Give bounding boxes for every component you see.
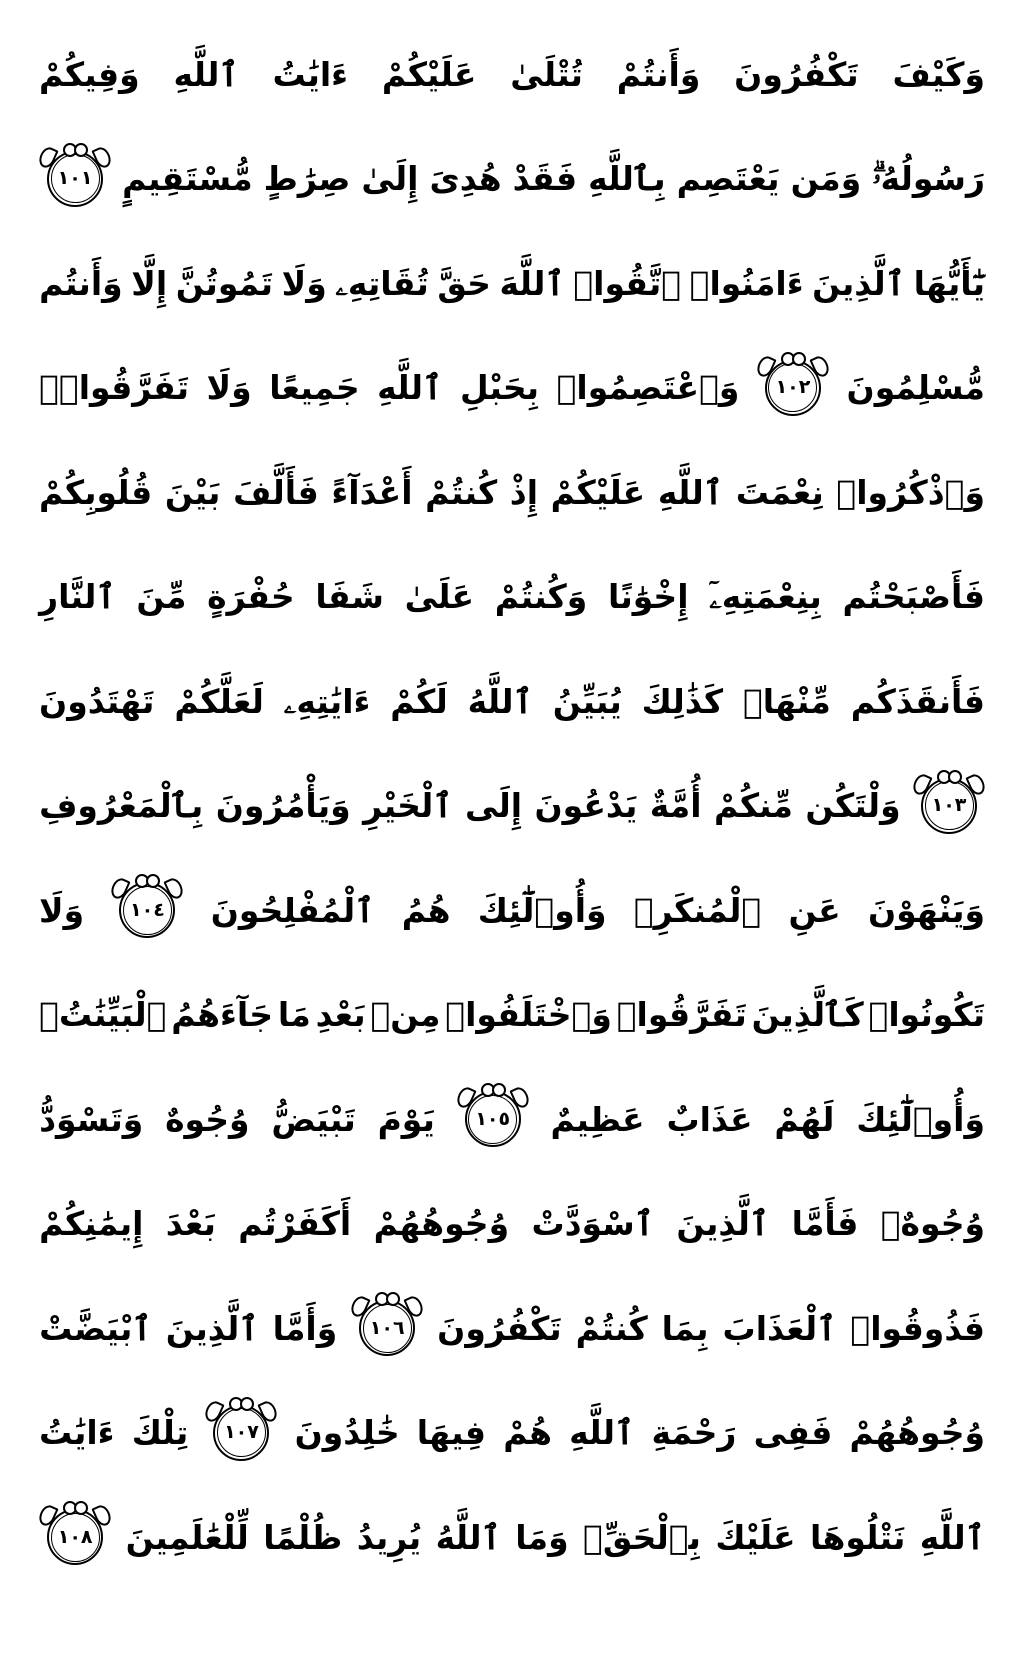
marker-right-wing-ornament	[509, 1085, 531, 1110]
ayah-number: ١٠٨	[57, 1525, 93, 1548]
quran-word: وَلَا	[281, 263, 327, 303]
quran-word: لِّلْعَٰلَمِينَ	[125, 1517, 249, 1557]
quran-word: بِٱلْمَعْرُوفِ	[39, 786, 204, 826]
quran-word: إِلَىٰ	[361, 159, 419, 199]
marker-right-wing-ornament	[809, 354, 831, 379]
quran-word: ٱلْعَذَابَ	[722, 1308, 837, 1348]
quran-line-7	[39, 649, 985, 754]
quran-word: ٱبْيَضَّتْ	[39, 1308, 152, 1348]
quran-word: يُبَيِّنُ	[552, 681, 622, 721]
marker-right-wing-ornament	[164, 876, 186, 901]
ayah-end-marker-icon	[213, 1405, 269, 1461]
quran-word: إِلَى	[465, 786, 523, 826]
quran-word: وَٱعْتَصِمُوا۟	[556, 368, 740, 408]
quran-word: كُنتُمْ	[425, 472, 498, 512]
quran-word: مُّسْتَقِيمٍ	[122, 159, 253, 199]
mushaf-page	[39, 0, 985, 1590]
quran-word: تَمُوتُنَّ	[175, 263, 274, 303]
quran-line-2	[39, 127, 985, 232]
quran-word: إِيمَٰنِكُمْ	[39, 1204, 144, 1244]
quran-line-6	[39, 545, 985, 650]
quran-word: ءَايَٰتُ	[272, 54, 349, 94]
quran-line-5	[39, 440, 985, 545]
ayah-end-marker-icon	[921, 778, 977, 834]
quran-word: شَفَا	[315, 577, 384, 617]
quran-word: ءَايَٰتِهِۦ	[283, 681, 371, 721]
quran-word: تِلْكَ	[131, 1413, 189, 1453]
marker-right-wing-ornament	[91, 145, 113, 170]
quran-word: وَلَا	[39, 890, 85, 930]
quran-word: إِذْ	[509, 472, 539, 512]
quran-word: خَٰلِدُونَ	[294, 1413, 400, 1453]
marker-crown-ornament	[229, 1397, 243, 1411]
quran-word: وَأُو۟لَٰٓئِكَ	[477, 890, 607, 930]
quran-word: عَلَىٰ	[404, 577, 475, 617]
ayah-end-marker-icon	[47, 151, 103, 207]
quran-word: فَأَلَّفَ	[233, 472, 319, 512]
quran-word: ٱلَّذِينَ	[676, 1204, 770, 1244]
quran-line-10	[39, 963, 985, 1068]
quran-word: ٱللَّهِ	[569, 1413, 635, 1453]
marker-left-wing-ornament	[37, 1503, 59, 1528]
quran-word: ٱتَّقُوا۟	[573, 263, 682, 303]
marker-crown-ornament	[481, 1083, 495, 1097]
quran-word: ٱلْخَيْرِ	[363, 786, 453, 826]
quran-word: ٱللَّهُ	[467, 681, 533, 721]
quran-word: ٱلنَّارِ	[39, 577, 116, 617]
quran-word: ظُلْمًا	[263, 1517, 343, 1557]
quran-word: عَلَيْكَ	[715, 1517, 796, 1557]
quran-word: يَعْتَصِم	[676, 159, 780, 199]
quran-word: وَأَنتُمْ	[616, 54, 701, 94]
quran-word: وَتَسْوَدُّ	[39, 1099, 144, 1139]
quran-line-13	[39, 1276, 985, 1381]
quran-word: تَهْتَدُونَ	[39, 681, 155, 721]
quran-word: ٱللَّهِ	[657, 472, 724, 512]
quran-word: ٱلَّذِينَ	[165, 1308, 259, 1348]
quran-word: ءَامَنُوا۟	[689, 263, 804, 303]
quran-word: مِنۢ	[370, 995, 441, 1035]
quran-word: بَعْدِ	[315, 995, 366, 1035]
quran-word: وُجُوهُهُمْ	[849, 1413, 985, 1453]
quran-word: بَعْدَ	[165, 1204, 216, 1244]
quran-line-12	[39, 1172, 985, 1277]
ayah-number: ١٠٦	[369, 1316, 405, 1339]
quran-word: إِلَّا	[131, 263, 168, 303]
quran-word: مُّسْلِمُونَ	[846, 368, 985, 408]
quran-word: وَٱخْتَلَفُوا۟	[445, 995, 612, 1035]
quran-word: فَأَمَّا	[791, 1204, 859, 1244]
quran-word: وَيَأْمُرُونَ	[215, 786, 351, 826]
quran-word: لَكُمْ	[390, 681, 448, 721]
ayah-number: ١٠٧	[224, 1421, 259, 1444]
quran-word: وُجُوهُهُمْ	[373, 1204, 510, 1244]
quran-word: يُرِيدُ	[356, 1517, 422, 1557]
quran-word: ٱلَّذِينَ	[812, 263, 906, 303]
quran-word: مِّنَ	[136, 577, 187, 617]
quran-word: جَمِيعًا	[269, 368, 360, 408]
ayah-number: ١٠١	[57, 167, 93, 190]
marker-crown-ornament	[937, 770, 951, 784]
quran-word: ٱللَّهِ	[173, 54, 239, 94]
quran-word: هُمْ	[503, 1413, 552, 1453]
quran-word: وَكَيْفَ	[892, 54, 985, 94]
ayah-number: ١٠٢	[775, 376, 811, 399]
quran-word: أَعْدَآءً	[331, 472, 413, 512]
quran-word: قُلُوبِكُمْ	[39, 472, 153, 512]
marker-left-wing-ornament	[36, 145, 58, 170]
marker-left-wing-ornament	[754, 354, 776, 379]
quran-word: فَذُوقُوا۟	[850, 1308, 985, 1348]
quran-word: يَوْمَ	[377, 1099, 435, 1139]
quran-line-14	[39, 1381, 985, 1486]
ayah-number: ١٠٣	[931, 794, 967, 817]
ayah-end-marker-icon	[47, 1509, 103, 1565]
quran-word: أَكَفَرْتُم	[238, 1204, 352, 1244]
quran-line-8	[39, 754, 985, 859]
marker-right-wing-ornament	[92, 1503, 114, 1528]
quran-word: وُجُوهٌ	[165, 1099, 250, 1139]
quran-word: وَكُنتُمْ	[494, 577, 588, 617]
ayah-end-marker-icon	[359, 1300, 415, 1356]
quran-word: صِرَٰطٍ	[263, 159, 351, 199]
marker-left-wing-ornament	[349, 1294, 371, 1319]
quran-word: تَكْفُرُونَ	[437, 1308, 562, 1348]
quran-word: فِيهَا	[416, 1413, 487, 1453]
quran-word: تُتْلَىٰ	[510, 54, 583, 94]
quran-word: فَفِى	[753, 1413, 833, 1453]
ayah-end-marker-icon	[765, 360, 821, 416]
quran-word: وُجُوهٌۚ	[880, 1204, 985, 1244]
quran-word: لَهُمْ	[774, 1099, 835, 1139]
marker-right-wing-ornament	[258, 1399, 280, 1424]
quran-word: رَحْمَةِ	[651, 1413, 737, 1453]
quran-word: تَكُونُوا۟	[868, 995, 985, 1035]
quran-word: أُمَّةٌ	[649, 786, 702, 826]
quran-word: بِٱللَّهِ	[588, 159, 666, 199]
quran-word: هُدِىَ	[429, 159, 502, 199]
quran-word: وَيَنْهَوْنَ	[867, 890, 985, 930]
quran-word: بِحَبْلِ	[459, 368, 540, 408]
marker-right-wing-ornament	[404, 1294, 426, 1319]
quran-word: نِعْمَتَ	[735, 472, 824, 512]
quran-word: بِنِعْمَتِهِۦٓ	[709, 577, 822, 617]
quran-line-15	[39, 1485, 985, 1590]
quran-word: وَلَا	[206, 368, 252, 408]
quran-word: وَأَنتُم	[39, 263, 123, 303]
quran-line-9	[39, 858, 985, 963]
quran-word: بَيْنَ	[164, 472, 221, 512]
quran-word: وَمَن	[790, 159, 862, 199]
quran-word: عَلَيْكُمْ	[550, 472, 646, 512]
quran-word: عَظِيمٌ	[550, 1099, 645, 1139]
quran-word: عَنِ	[788, 890, 841, 930]
quran-word: تَبْيَضُّ	[271, 1099, 356, 1139]
quran-word: ٱللَّهُ	[435, 1517, 501, 1557]
ayah-end-marker-icon	[465, 1091, 521, 1147]
quran-word: بِمَا	[661, 1308, 709, 1348]
quran-word: كَذَٰلِكَ	[641, 681, 724, 721]
quran-word: فَأَنقَذَكُم	[850, 681, 985, 721]
ayah-number: ١٠٤	[130, 898, 165, 921]
quran-word: كُنتُمْ	[575, 1308, 648, 1348]
quran-word: لَعَلَّكُمْ	[174, 681, 264, 721]
quran-word: تَفَرَّقُوا۟ۚ	[39, 368, 189, 408]
marker-left-wing-ornament	[109, 876, 131, 901]
marker-crown-ornament	[63, 1501, 77, 1515]
quran-word: حُفْرَةٍ	[207, 577, 295, 617]
quran-word: بِٱلْحَقِّۗ	[583, 1517, 701, 1557]
marker-left-wing-ornament	[454, 1085, 476, 1110]
ayah-number: ١٠٥	[475, 1107, 511, 1130]
marker-left-wing-ornament	[910, 772, 932, 797]
quran-word: ءَايَٰتُ	[39, 1413, 115, 1453]
quran-word: تُقَاتِهِۦ	[335, 263, 429, 303]
quran-line-1	[39, 22, 985, 127]
quran-word: ٱلْبَيِّنَٰتُۚ	[39, 995, 167, 1035]
quran-word: تَفَرَّقُوا۟	[616, 995, 747, 1035]
quran-word: نَتْلُوهَا	[810, 1517, 906, 1557]
quran-word: يَدْعُونَ	[534, 786, 638, 826]
quran-word: تَكْفُرُونَ	[734, 54, 859, 94]
quran-word: ٱسْوَدَّتْ	[531, 1204, 655, 1244]
quran-word: رَسُولُهُۥۗ	[872, 159, 985, 199]
quran-word: وَفِيكُمْ	[39, 54, 140, 94]
quran-word: ٱللَّهِ	[919, 1517, 985, 1557]
quran-word: مَا	[277, 995, 311, 1035]
quran-word: فَقَدْ	[512, 159, 578, 199]
quran-word: وَأُو۟لَٰٓئِكَ	[856, 1099, 985, 1139]
ayah-end-marker-icon	[119, 882, 175, 938]
quran-word: فَأَصْبَحْتُم	[842, 577, 985, 617]
quran-line-11	[39, 1067, 985, 1172]
quran-word: كَٱلَّذِينَ	[751, 995, 864, 1035]
quran-word: هُمُ	[401, 890, 451, 930]
marker-crown-ornament	[63, 143, 77, 157]
quran-word: عَلَيْكُمْ	[381, 54, 477, 94]
quran-word: يَٰٓأَيُّهَا	[913, 263, 985, 303]
marker-left-wing-ornament	[203, 1399, 225, 1424]
quran-word: وَمَا	[515, 1517, 569, 1557]
quran-word: عَذَابٌ	[666, 1099, 753, 1139]
quran-word: جَآءَهُمُ	[171, 995, 274, 1035]
quran-word: وَٱذْكُرُوا۟	[836, 472, 985, 512]
quran-word: وَلْتَكُن	[805, 786, 901, 826]
marker-right-wing-ornament	[965, 772, 987, 797]
quran-line-4	[39, 336, 985, 441]
quran-word: ٱللَّهَ	[499, 263, 565, 303]
quran-word: مِّنْهَاۗ	[742, 681, 831, 721]
quran-word: إِخْوَٰنًا	[607, 577, 689, 617]
marker-crown-ornament	[375, 1292, 389, 1306]
quran-word: ٱلْمُنكَرِۚ	[633, 890, 762, 930]
quran-line-3	[39, 231, 985, 336]
quran-word: مِّنكُمْ	[713, 786, 793, 826]
quran-word: ٱلْمُفْلِحُونَ	[210, 890, 375, 930]
quran-word: حَقَّ	[437, 263, 491, 303]
quran-word: ٱللَّهِ	[377, 368, 443, 408]
quran-word: وَأَمَّا	[272, 1308, 338, 1348]
marker-crown-ornament	[781, 352, 795, 366]
marker-crown-ornament	[135, 874, 149, 888]
